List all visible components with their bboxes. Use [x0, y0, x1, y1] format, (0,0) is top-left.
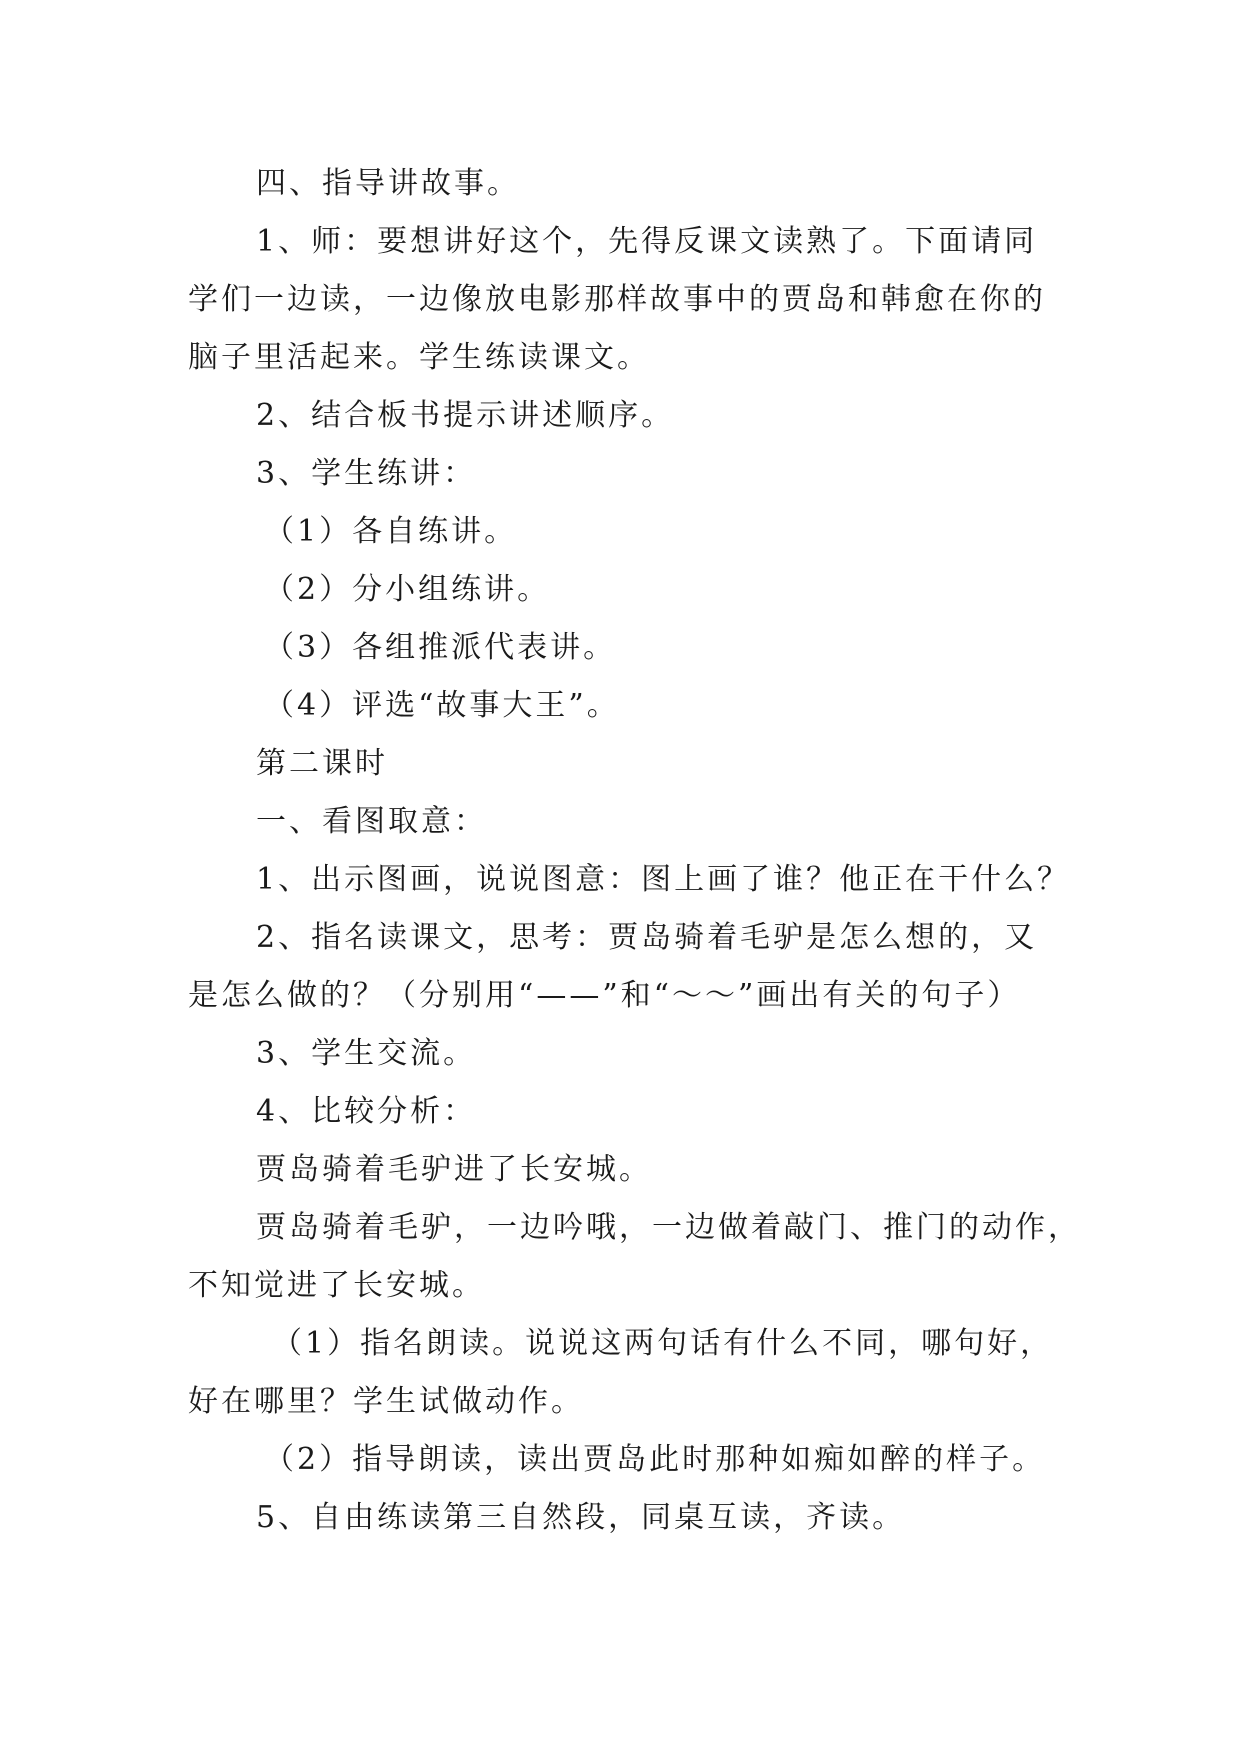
paragraph-line: 学们一边读，一边像放电影那样故事中的贾岛和韩愈在你的	[188, 282, 1046, 317]
paragraph-line: 5、自由练读第三自然段，同桌互读，齐读。	[256, 1500, 906, 1535]
section-heading-view-picture: 一、看图取意：	[256, 804, 487, 839]
list-item: （3）各组推派代表讲。	[264, 630, 617, 665]
paragraph-line: 2、结合板书提示讲述顺序。	[256, 398, 675, 433]
paragraph-line: 2、指名读课文，思考：贾岛骑着毛驴是怎么想的，又	[256, 920, 1038, 955]
paragraph-line: 3、学生交流。	[256, 1036, 477, 1071]
example-sentence: 贾岛骑着毛驴进了长安城。	[256, 1152, 652, 1187]
paragraph-line: 脑子里活起来。学生练读课文。	[188, 340, 650, 375]
paragraph-line: 4、比较分析：	[256, 1094, 477, 1129]
section-heading-tell-story: 四、指导讲故事。	[256, 166, 520, 201]
paragraph-line: 1、师：要想讲好这个，先得反课文读熟了。下面请同	[256, 224, 1038, 259]
paragraph-line: 1、出示图画，说说图意：图上画了谁？他正在干什么？	[256, 862, 1071, 897]
list-item: （1）各自练讲。	[264, 514, 518, 549]
example-sentence: 不知觉进了长安城。	[188, 1268, 485, 1303]
list-item: （2）分小组练讲。	[264, 572, 551, 607]
list-item: 好在哪里？学生试做动作。	[188, 1384, 584, 1419]
paragraph-line: 是怎么做的？（分别用“——”和“～～”画出有关的句子）	[188, 978, 1021, 1013]
list-item: （4）评选“故事大王”。	[264, 688, 620, 723]
example-sentence: 贾岛骑着毛驴，一边吟哦，一边做着敲门、推门的动作，	[256, 1210, 1081, 1245]
paragraph-line: 3、学生练讲：	[256, 456, 477, 491]
document-body	[188, 155, 1081, 1547]
list-item: （2）指导朗读，读出贾岛此时那种如痴如醉的样子。	[264, 1442, 1046, 1477]
list-item: （1）指名朗读。说说这两句话有什么不同，哪句好，	[272, 1326, 1054, 1361]
lesson-heading: 第二课时	[256, 746, 388, 781]
